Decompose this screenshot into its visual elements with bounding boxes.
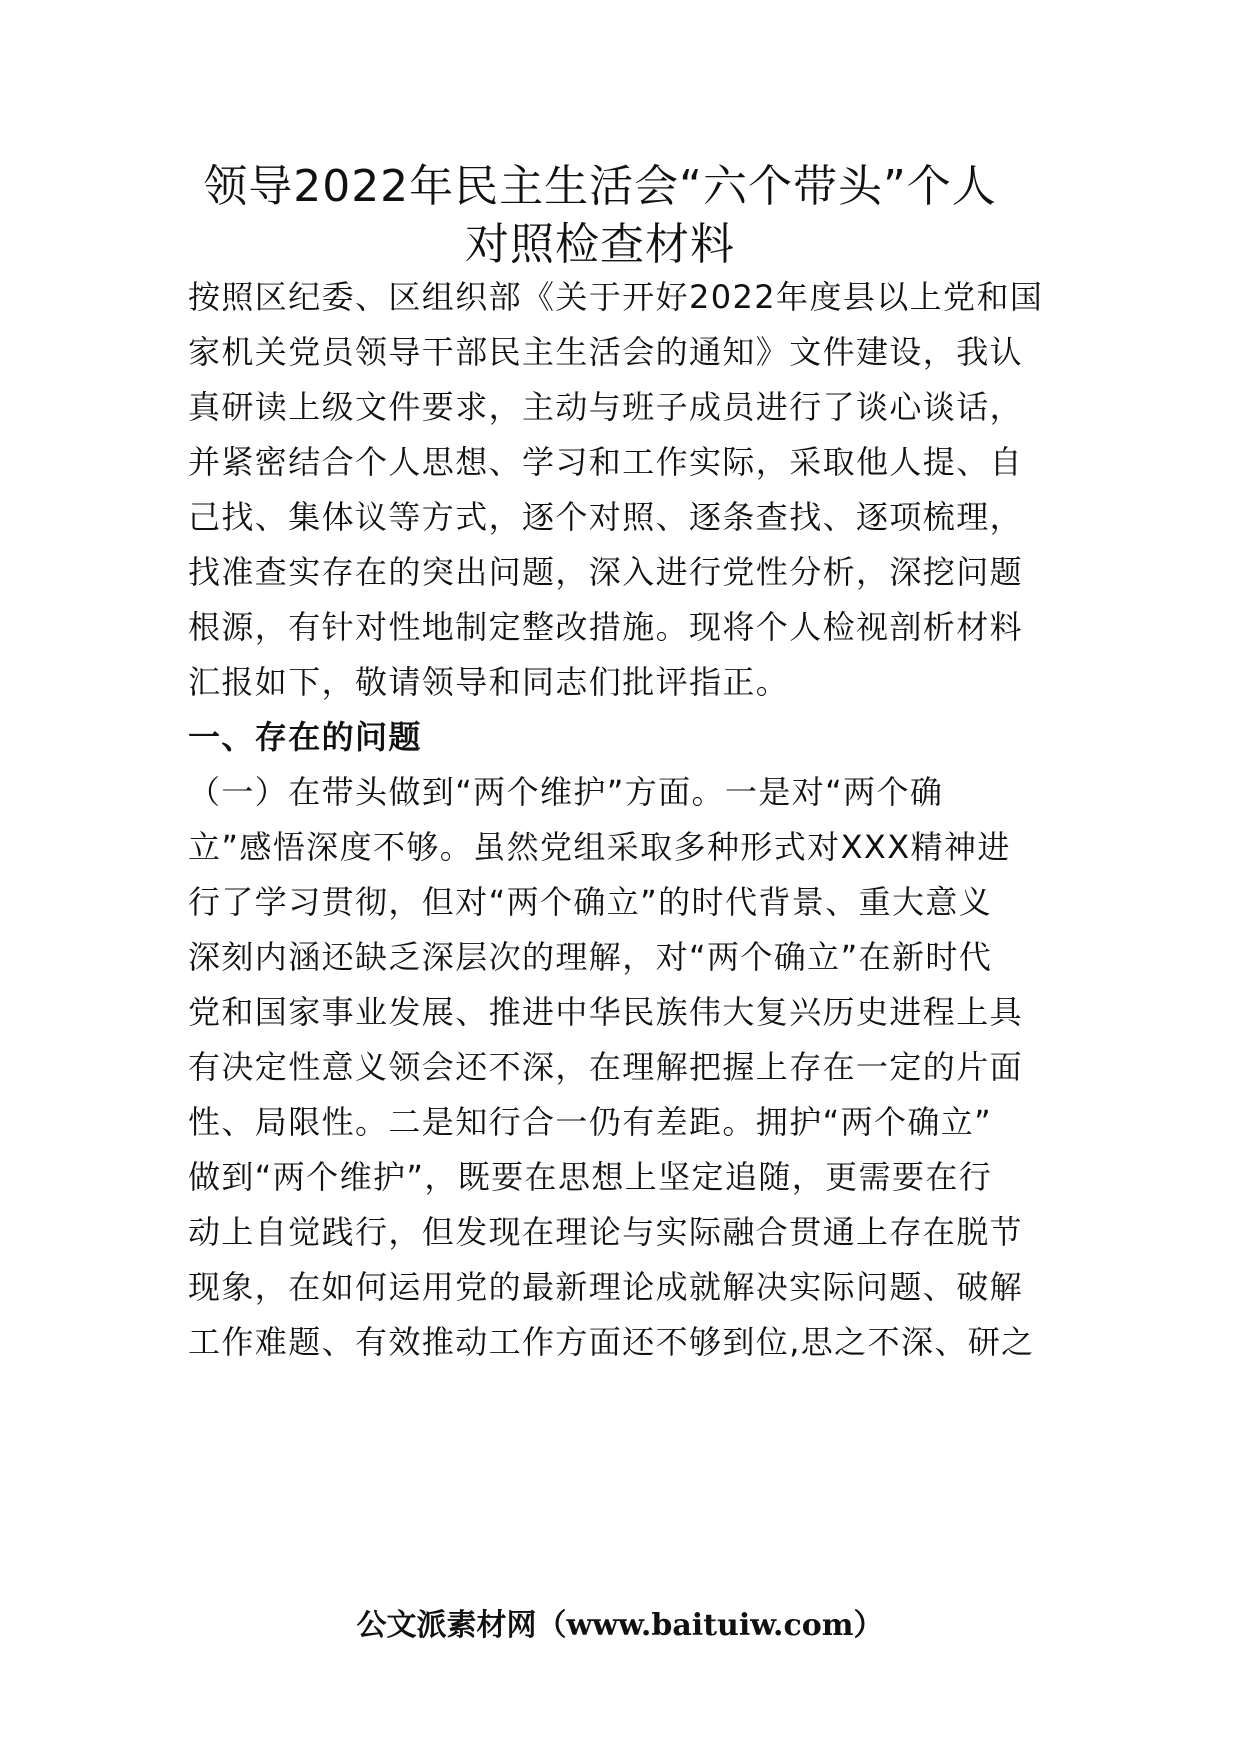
body-line: 家机关党员领导干部民主生活会的通知》文件建设，我认 [188,333,1024,371]
section-line: 深刻内涵还缺乏深层次的理解，对“两个确立”在新时代 [188,938,993,976]
section-line: 工作难题、有效推动工作方面还不够到位,思之不深、研之 [188,1323,1035,1361]
section-line: 有决定性意义领会还不深，在理解把握上存在一定的片面 [188,1048,1024,1086]
section-line: 做到“两个维护”，既要在思想上坚定追随，更需要在行 [188,1158,993,1196]
section-line: （一）在带头做到“两个维护”方面。一是对“两个确 [188,773,944,811]
section-heading: 一、存在的问题 [188,718,422,756]
body-line: 真研读上级文件要求，主动与班子成员进行了谈心谈话， [188,388,1024,426]
body-line: 汇报如下，敬请领导和同志们批评指正。 [188,663,790,701]
page-footer: 公文派素材网（www.baituiw.com） [356,1608,884,1643]
section-line: 现象，在如何运用党的最新理论成就解决实际问题、破解 [188,1268,1024,1306]
section-line: 动上自觉践行，但发现在理论与实际融合贯通上存在脱节 [188,1213,1024,1251]
body-line: 按照区纪委、区组织部《关于开好2022年度县以上党和国 [188,278,1044,316]
body-line: 己找、集体议等方式，逐个对照、逐条查找、逐项梳理， [188,498,1024,536]
section-line: 党和国家事业发展、推进中华民族伟大复兴历史进程上具 [188,993,1024,1031]
section-line: 性、局限性。二是知行合一仍有差距。拥护“两个确立” [188,1103,993,1141]
body-line: 找准查实存在的突出问题，深入进行党性分析，深挖问题 [188,553,1024,591]
section-line: 行了学习贯彻，但对“两个确立”的时代背景、重大意义 [188,883,993,921]
document-title-line-2: 对照检查材料 [465,219,735,270]
section-line: 立”感悟深度不够。虽然党组采取多种形式对XXX精神进 [188,828,1011,866]
document-title-line-1: 领导2022年民主生活会“六个带头”个人 [203,161,997,212]
body-line: 根源，有针对性地制定整改措施。现将个人检视剖析材料 [188,608,1024,646]
body-line: 并紧密结合个人思想、学习和工作实际，采取他人提、自 [188,443,1024,481]
